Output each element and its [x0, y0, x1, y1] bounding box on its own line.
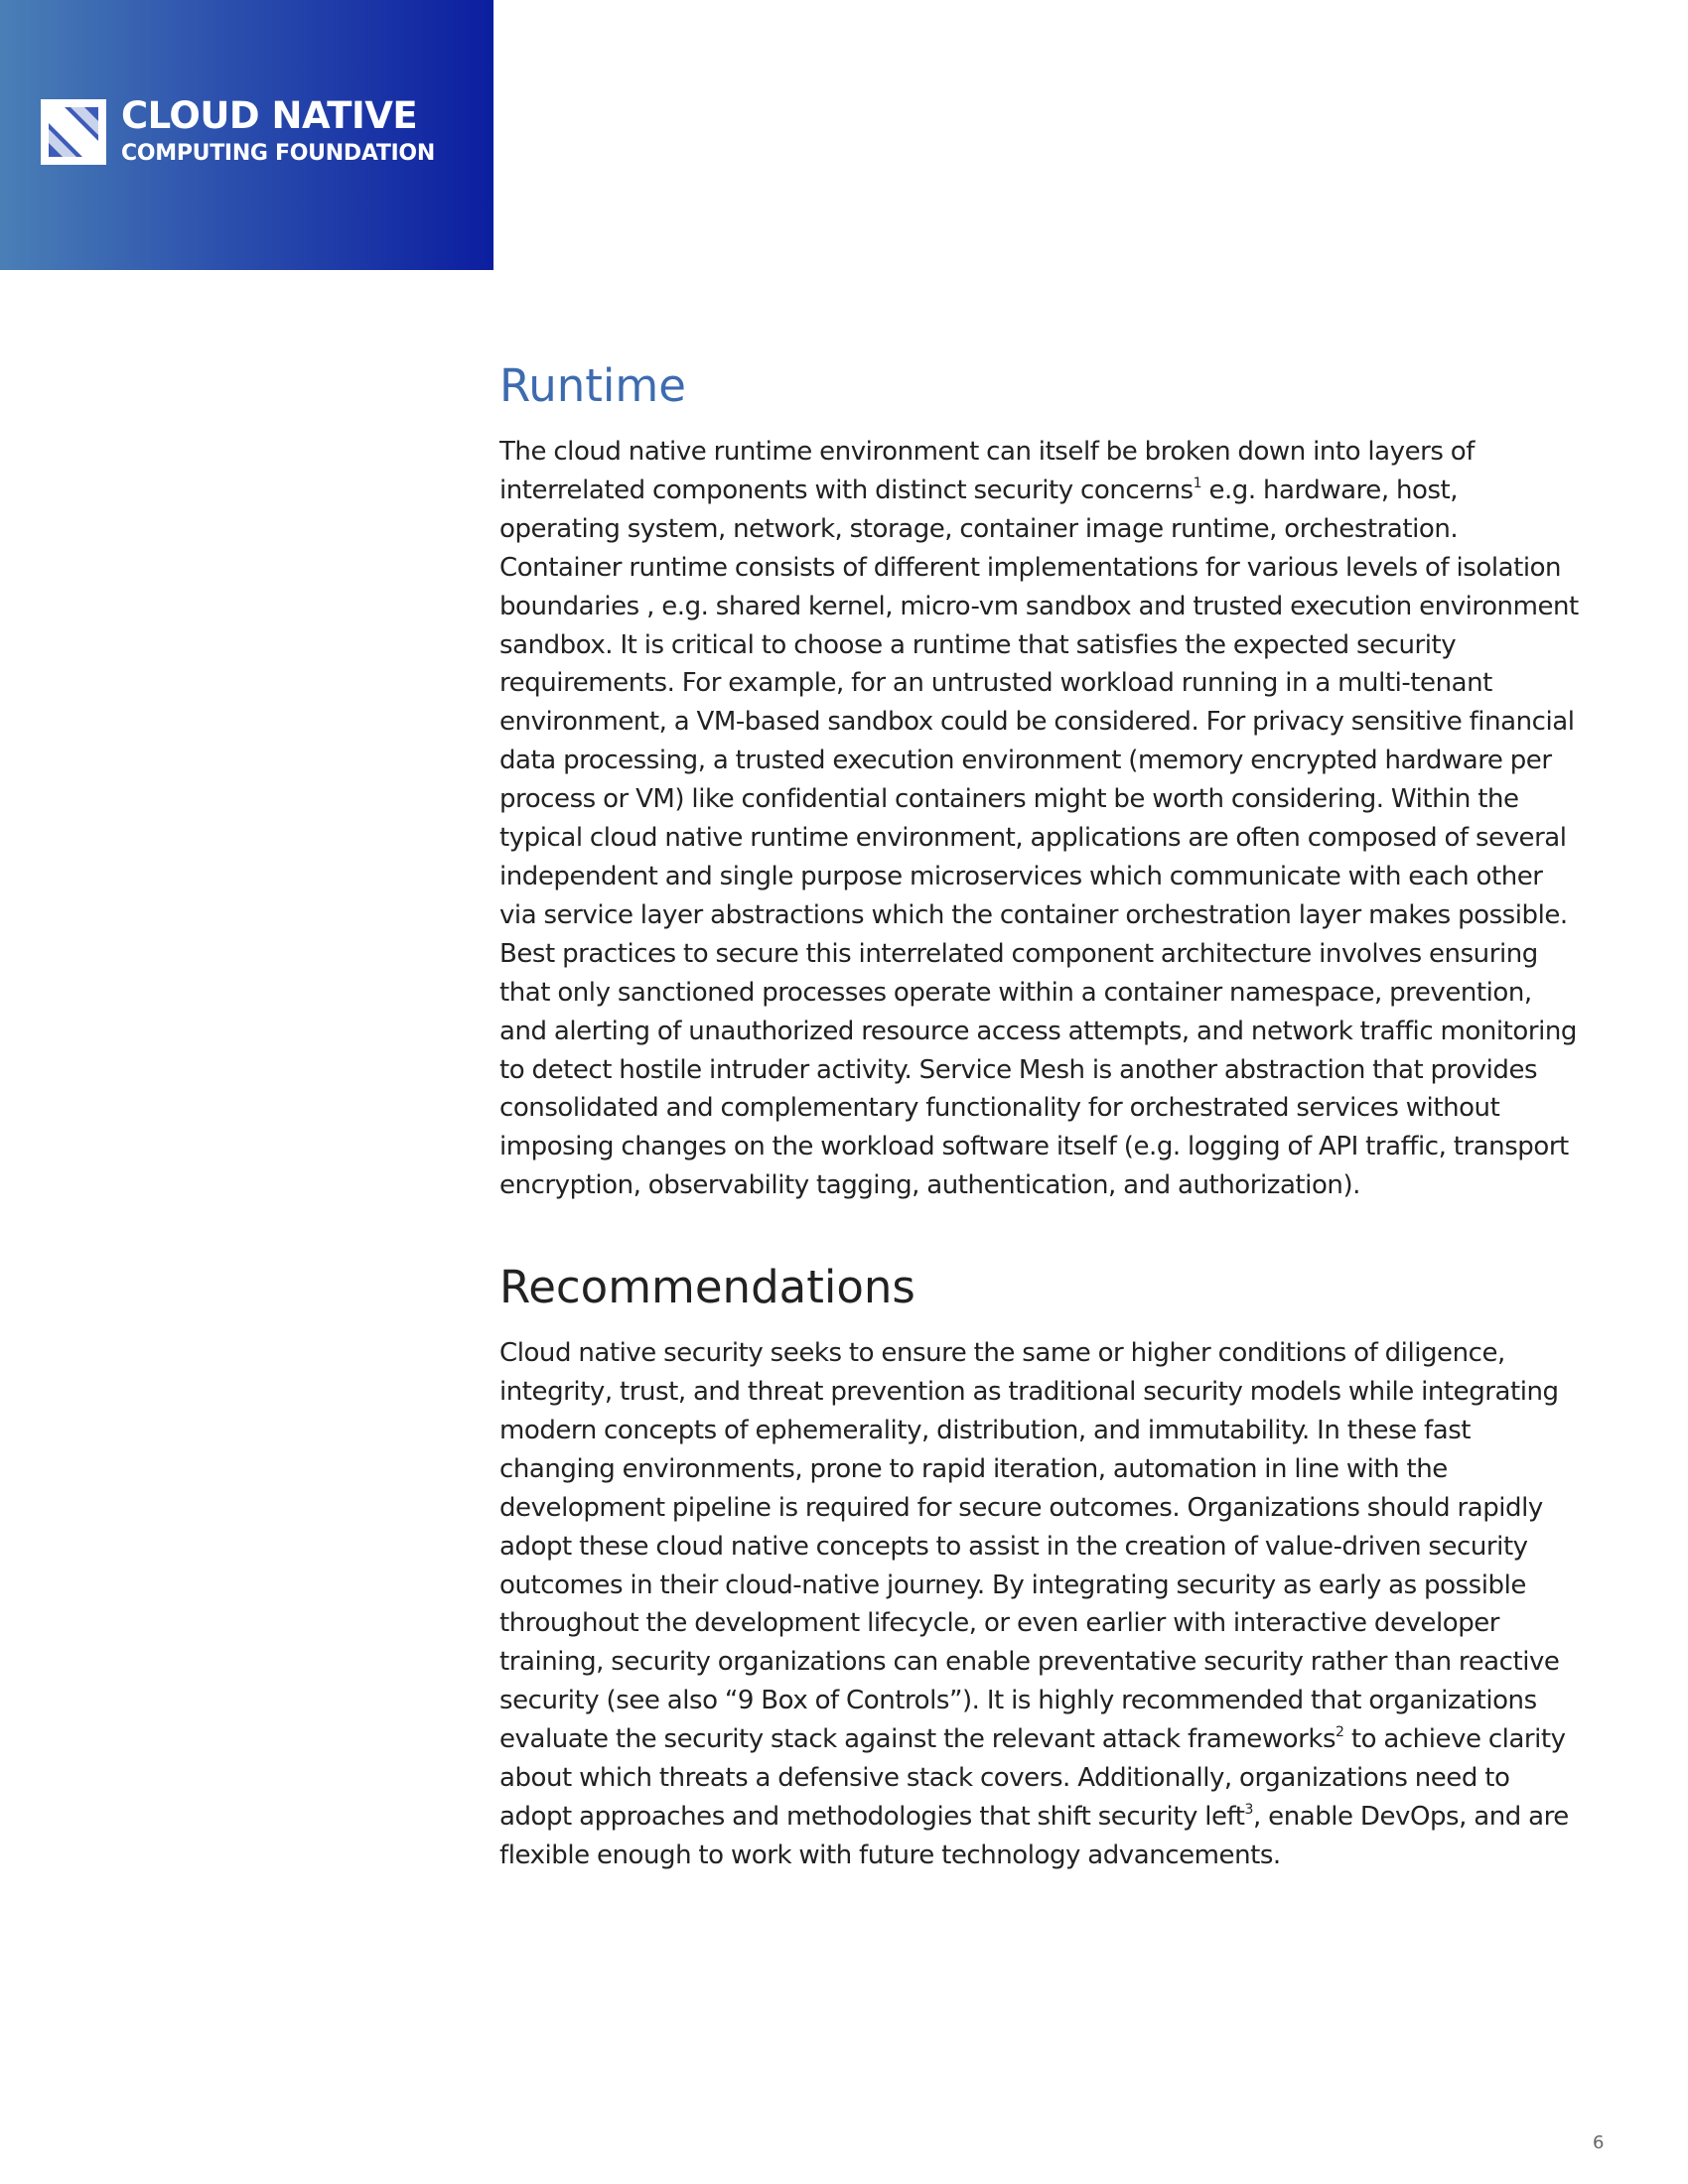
brand-name-line1: CLOUD NATIVE [121, 94, 418, 137]
cncf-logo-icon [41, 99, 106, 165]
page-number: 6 [1593, 2132, 1605, 2153]
recommendations-text-part3: , enable DevOps, and are flexible enough to work with future technology advancements. [499, 1802, 1569, 1870]
recommendations-heading: Recommendations [499, 1261, 915, 1314]
brand-header [0, 0, 493, 270]
runtime-paragraph [499, 433, 1584, 1205]
footnote-ref-2: 2 [1336, 1724, 1344, 1741]
runtime-heading: Runtime [499, 359, 686, 412]
footnote-ref-3: 3 [1244, 1802, 1254, 1818]
recommendations-text-part2: to achieve clarity about which threats a defensive stack covers. Additionally, organizations need to adopt approaches and methodologies that shift security left [499, 1724, 1566, 1832]
main-content [499, 359, 1584, 1875]
runtime-text-part2: e.g. hardware, host, operating system, network, storage, container image runtime, orchestration. Container runtime consists of different implementations for various levels of isolation boundaries , e.g. shared kernel, micro-vm sandbox and trusted execution environment sandbox. It is critical to choose a runtime that satisfies the expected security requirements. For example, for an untrusted workload running in a multi-tenant environment, a VM-based sandbox could be considered. For privacy sensitive financial data processing, a trusted execution environment (memory encrypted hardware per process or VM) like confidential containers might be worth considering. Within the typical cloud native runtime environment, applications are often composed of several independent and single purpose microservices which communicate with each other via service layer abstractions which the container orchestration layer makes possible. Best practices to secure this interrelated component architecture involves ensuring that only sanctioned processes operate within a container namespace, prevention, and alerting of unauthorized resource access attempts, and network traffic monitoring to detect hostile intruder activity. Service Mesh is another abstraction that provides consolidated and complementary functionality for orchestrated services without imposing changes on the workload software itself (e.g. logging of API traffic, transport encryption, observability tagging, authentication, and authorization). [499, 475, 1579, 1201]
recommendations-paragraph [499, 1334, 1584, 1875]
footnote-ref-1: 1 [1193, 475, 1202, 491]
brand-name-line2: COMPUTING FOUNDATION [121, 141, 435, 166]
runtime-text-part1: The cloud native runtime environment can itself be broken down into layers of interrelated components with distinct security concerns [499, 437, 1475, 505]
recommendations-text-part1: Cloud native security seeks to ensure the same or higher conditions of diligence, integrity, trust, and threat prevention as traditional security models while integrating modern concepts of ephemerality, distribution, and immutability. In these fast changing environments, prone to rapid iteration, automation in line with the development pipeline is required for secure outcomes. Organizations should rapidly adopt these cloud native concepts to assist in the creation of value-driven security outcomes in their cloud-native journey. By integrating security as early as possible throughout the development lifecycle, or even earlier with interactive developer training, security organizations can enable preventative security rather than reactive security (see also “9 Box of Controls”). It is highly recommended that organizations evaluate the security stack against the relevant attack frameworks [499, 1338, 1560, 1755]
